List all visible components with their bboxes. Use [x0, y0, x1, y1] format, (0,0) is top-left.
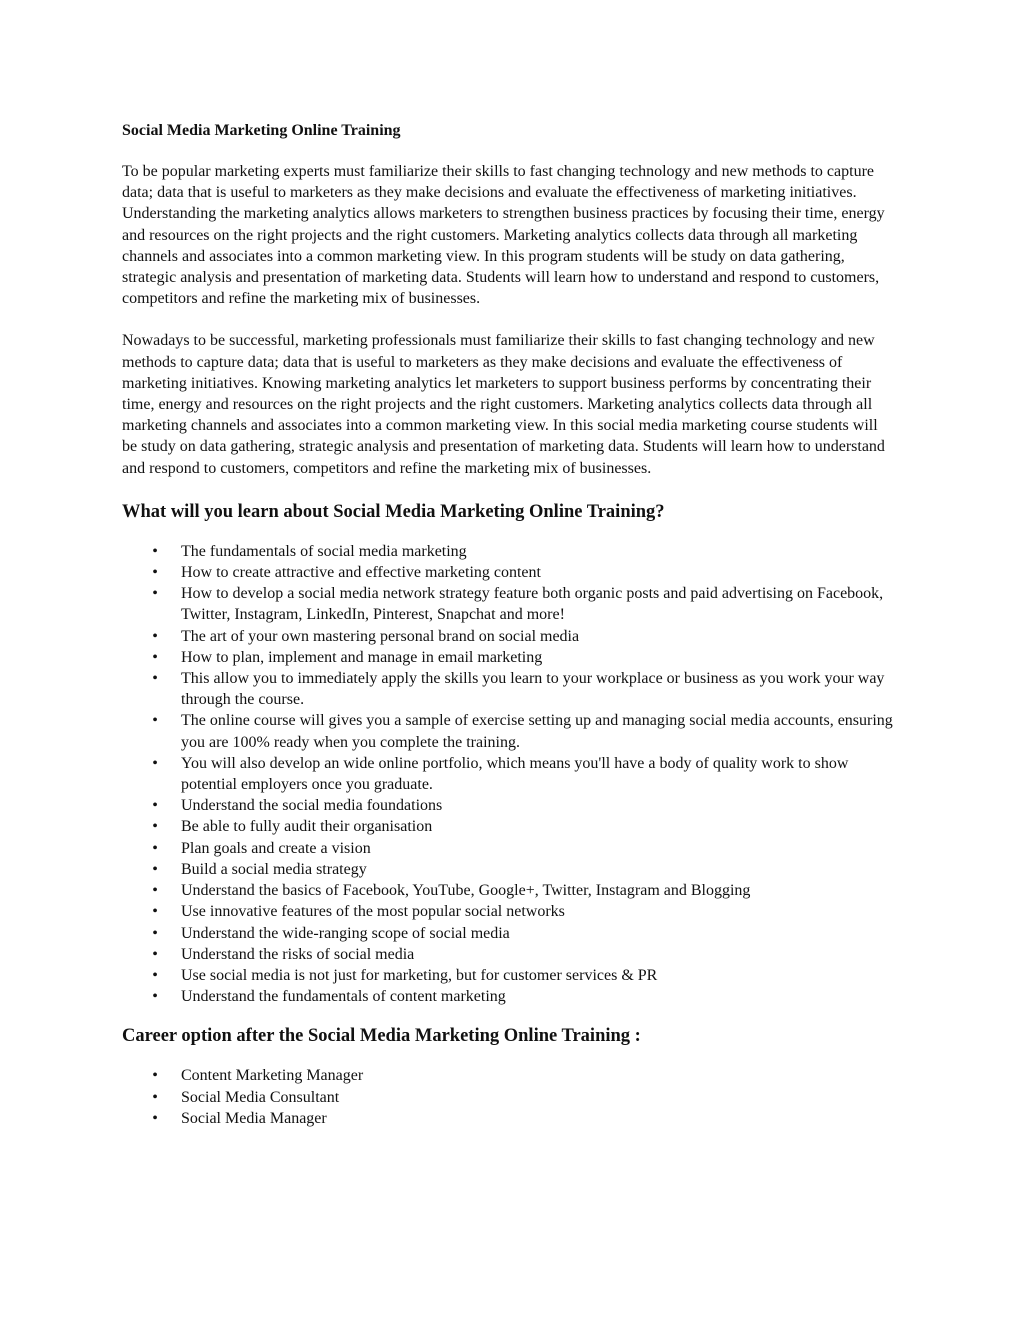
list-item — [152, 710, 901, 752]
list-item — [152, 859, 901, 880]
list-item-text: How to develop a social media network strategy feature both organic posts and paid advertising on Facebook, Twitter, Instagram, LinkedIn, Pinterest, Snapchat and more! — [181, 585, 884, 624]
list-item — [152, 923, 901, 944]
list-item-text: The art of your own mastering personal brand on social media — [181, 627, 580, 645]
intro-paragraph-1: To be popular marketing experts must familiarize their skills to fast changing technology and new methods to capture data; data that is useful to marketers as they make decisions and evaluate the effectiveness of marketing initiatives. Understanding the marketing analytics allows marketers to strengthen business practices by focusing their time, energy and resources on the right projects and the right customers. Marketing analytics collects data through all marketing channels and associates into a common marketing view. In this program students will be study on data gathering, strategic analysis and presentation of marketing data. Students will learn how to understand and respond to customers, competitors and refine the marketing mix of businesses. — [122, 163, 885, 308]
bullet-icon: • — [152, 670, 158, 688]
list-item — [152, 795, 901, 816]
list-item-text: Build a social media strategy — [181, 860, 367, 878]
document-title: Social Media Marketing Online Training — [122, 122, 401, 139]
list-item-text: Understand the risks of social media — [181, 945, 415, 963]
list-item-text: This allow you to immediately apply the skills you learn to your workplace or business as you work your way through the course. — [181, 670, 885, 709]
bullet-icon: • — [152, 1109, 158, 1127]
list-item-text: How to create attractive and effective marketing content — [181, 564, 541, 582]
list-item — [152, 880, 901, 901]
intro-paragraph-2: Nowadays to be successful, marketing professionals must familiarize their skills to fast changing technology and new methods to capture data; data that is useful to marketers as they make decisions and evaluate the effectiveness of marketing initiatives. Knowing marketing analytics let marketers to support business performs by concentrating their time, energy and resources on the right projects and the right customers. Marketing analytics collects data through all marketing channels and associates into a common marketing view. In this social media marketing course students will be study on data gathering, strategic analysis and presentation of marketing data. Students will learn how to understand and respond to customers, competitors and refine the marketing mix of businesses. — [122, 332, 885, 477]
list-item-text: Use innovative features of the most popular social networks — [181, 903, 565, 921]
bullet-icon: • — [152, 903, 158, 921]
bullet-icon: • — [152, 924, 158, 942]
list-item-text: The fundamentals of social media marketing — [181, 542, 467, 560]
list-item-text: Be able to fully audit their organisation — [181, 818, 433, 836]
list-item — [152, 816, 901, 837]
bullet-icon: • — [152, 627, 158, 645]
list-item-text: The online course will gives you a sample of exercise setting up and managing social media accounts, ensuring you are 100% ready when you complete the training. — [181, 712, 893, 751]
list-item — [152, 986, 901, 1007]
bullet-icon: • — [152, 797, 158, 815]
list-item — [152, 1065, 901, 1086]
list-item — [152, 583, 901, 625]
list-item-text: Social Media Manager — [181, 1109, 327, 1127]
list-item — [152, 562, 901, 583]
learn-bullet-list — [122, 541, 901, 1007]
list-item — [152, 541, 901, 562]
bullet-icon: • — [152, 966, 158, 984]
bullet-icon: • — [152, 585, 158, 603]
list-item-text: Understand the basics of Facebook, YouTube, Google+, Twitter, Instagram and Blogging — [181, 882, 751, 900]
list-item-text: Understand the fundamentals of content marketing — [181, 988, 506, 1006]
bullet-icon: • — [152, 648, 158, 666]
bullet-icon: • — [152, 712, 158, 730]
bullet-icon: • — [152, 860, 158, 878]
list-item-text: Understand the social media foundations — [181, 797, 443, 815]
list-item-text: You will also develop an wide online portfolio, which means you'll have a body of quality work to show potential employers once you graduate. — [181, 754, 849, 794]
list-item — [152, 944, 901, 965]
list-item — [152, 668, 901, 710]
list-item — [152, 1087, 901, 1108]
list-item-text: How to plan, implement and manage in email marketing — [181, 648, 543, 666]
list-item-text: Understand the wide-ranging scope of social media — [181, 924, 510, 942]
list-item-text: Content Marketing Manager — [181, 1067, 364, 1085]
bullet-icon: • — [152, 818, 158, 836]
career-bullet-list — [122, 1065, 901, 1129]
bullet-icon: • — [152, 1088, 158, 1106]
bullet-icon: • — [152, 542, 158, 560]
bullet-icon: • — [152, 945, 158, 963]
list-item — [152, 626, 901, 647]
list-item — [152, 753, 901, 795]
list-item — [152, 901, 901, 922]
list-item — [152, 1108, 901, 1129]
bullet-icon: • — [152, 882, 158, 900]
list-item — [152, 838, 901, 859]
list-item-text: Social Media Consultant — [181, 1088, 340, 1106]
list-item-text: Plan goals and create a vision — [181, 839, 371, 857]
list-item — [152, 647, 901, 668]
list-item — [152, 965, 901, 986]
bullet-icon: • — [152, 988, 158, 1006]
career-section-heading: Career option after the Social Media Marketing Online Training : — [122, 1026, 641, 1047]
list-item-text: Use social media is not just for marketing, but for customer services & PR — [181, 966, 658, 984]
bullet-icon: • — [152, 754, 158, 772]
bullet-icon: • — [152, 1067, 158, 1085]
bullet-icon: • — [152, 564, 158, 582]
learn-section-heading: What will you learn about Social Media Marketing Online Training? — [122, 501, 665, 522]
bullet-icon: • — [152, 839, 158, 857]
